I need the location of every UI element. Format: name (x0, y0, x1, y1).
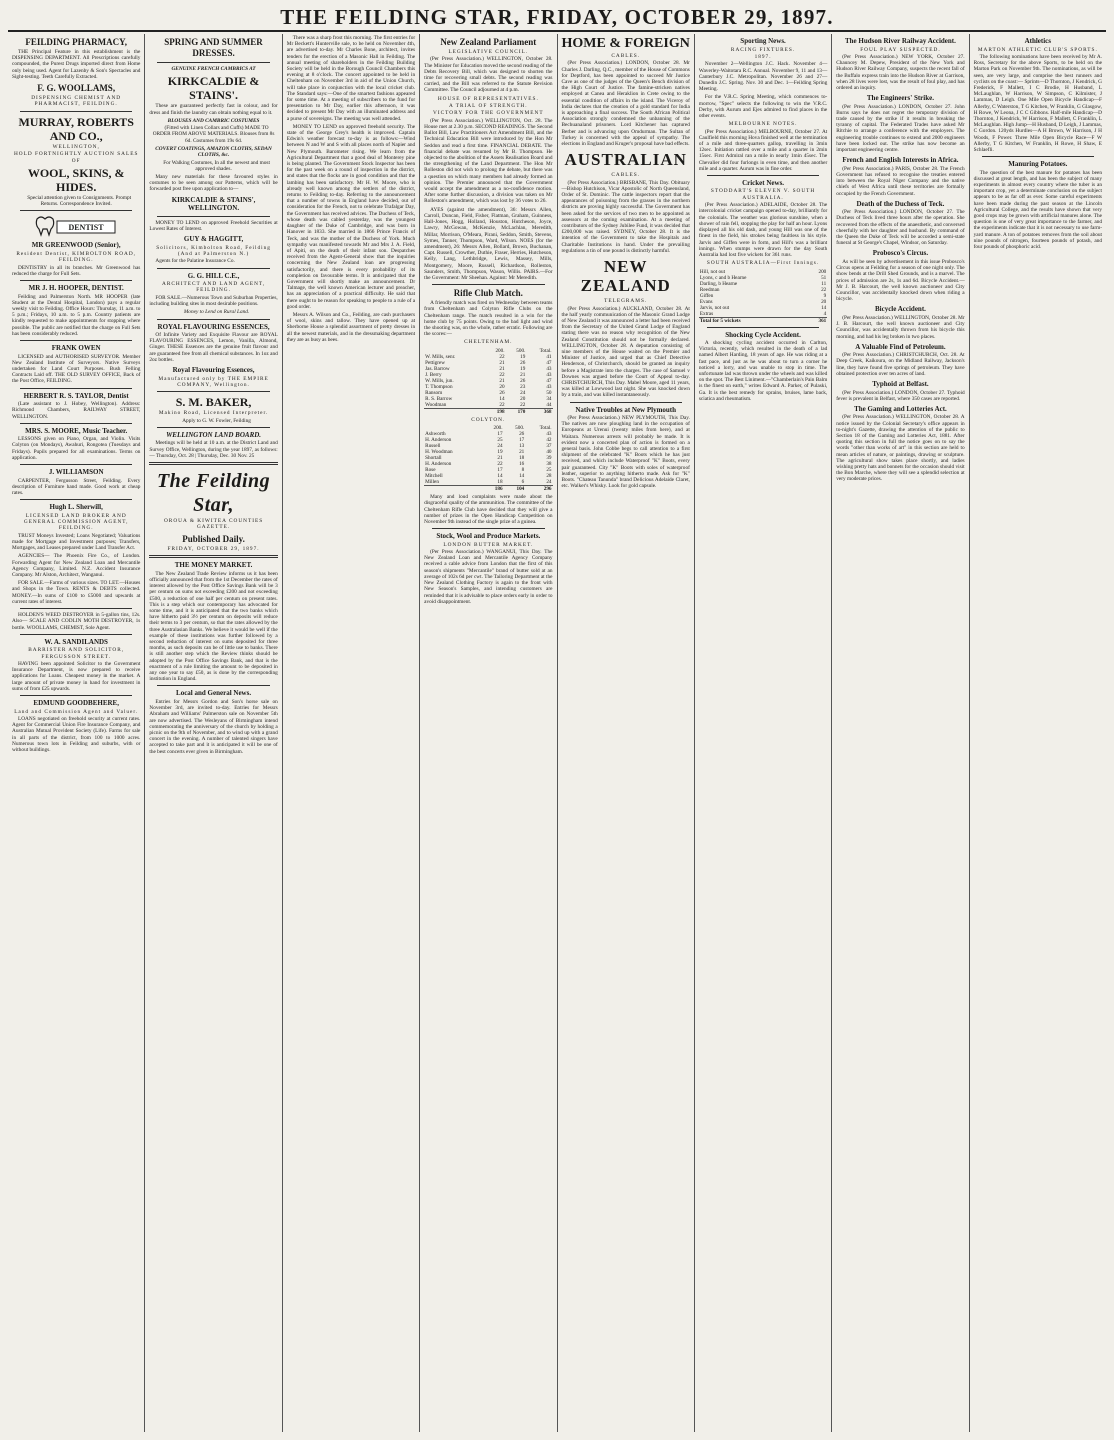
home-foreign-title: HOME & FOREIGN (561, 36, 690, 51)
news-body-1: There was a sharp frost this morning. The first entries for Mr Beckett's Hunterville sale, to be held on November 4th, are advertised to-day. Mr Charles Bone, architect, invites tenders for the erection of a Masonic Hall in Feilding. The annual meeting of shareholders in the Feilding Building Society will be held in the Borough Council Chambers this evening at 8 o'clock. The concert appointed to be held in Cheltenham on November 3rd in aid of the Union Church, will take place in conjunction with the local cricket club. The Standard says:—One of the smartest fashions appeared for some time. At a meeting of subscribers to the fund for presentation to Mr Day, earlier this afternoon, it was decided to present Mr Day with an illuminated address and a purse of sovereigns. The meeting was well attended. (286, 35, 416, 122)
table-cell: 18 (519, 455, 525, 462)
table-cell: W. Mills, jun. (425, 377, 454, 384)
double-rule (149, 555, 277, 558)
haggitt-sub: Solicitors, Kimbolton Road, Feilding (And at Palmerston N.) (156, 244, 271, 257)
stoddart-title: STODDART'S ELEVEN V. SOUTH AUSTRALIA. (710, 188, 816, 201)
murray-goods: WOOL, SKINS, & HIDES. (27, 166, 125, 195)
table-cell: T. Thompson (425, 383, 453, 390)
table-cell: 9 (823, 292, 827, 299)
table-cell: 22 (520, 401, 526, 408)
table-cell: 42 (546, 437, 552, 444)
gillcox-name: G. G. HILL C.E., (187, 271, 240, 280)
table-cell: 8 (521, 467, 525, 474)
table-cell: 18 (497, 479, 503, 486)
news-body-3: Messrs A. Wilson and Co., Feilding, are cash purchasers of wool, skins and tallow. They have opened up at Sherborne House a splendid assortment of pretty dresses in all the newest materials, and in the dressmaking department they are as busy as bees. (286, 311, 416, 343)
divider (570, 402, 682, 403)
divider (157, 62, 269, 63)
fixtures-year: 1897. (754, 53, 772, 60)
table-cell: Jas. Barrow (425, 365, 450, 372)
typhoid-body: (Per Press Association.) LONDON, October 27. Typhoid fever is prevalent in Belfast, where 350 cases are reported. (836, 389, 965, 402)
table-cell: 20 (821, 298, 827, 305)
table-cell: H. Anderson (425, 461, 452, 468)
baker-name: S. M. BAKER, (175, 395, 252, 410)
australian-body: (Per Press Association.) BRISBANE, This Day. Obituary—Bishop Hutchison, Vicar Apostolic of North Queensland, Order of St. Dominic. The cattle inspectors report that the appearances of poisoning from the grasses in the northern districts are proving highly successful. The Government has been asked for the services of two men to be appointed as assessors at the coming examination. At a meeting of contributors of the Sydney Jubilee Fund, it was decided that £200,000 was raised. SYDNEY, October 28. It is the intention of the Government to take the Hospitals and Charitable Institutions in hand. Under the prevailing regulations a tin of one pound is distinctly harmful. (561, 179, 690, 254)
williamson-name: J. WILLIAMSON (48, 468, 104, 477)
fixtures-title: RACING FIXTURES. (730, 46, 796, 53)
engineers-title: The Engineers' Strike. (866, 94, 934, 103)
column-3 (283, 34, 420, 1432)
table-cell (424, 486, 482, 493)
athletics-body: The following nominations have been received by Mr A. Ross, Secretary for the above Sports, to be held on the Marton Park on November 9th. The nominations, as will be seen, are very large, and comprise the best runners and cyclists on the coast:— Sprints—D Thornton, J Kendrick, G Frederick, F Mallett, I C Brodie, H Husband, L McLaughlan, W Harrison, W Simpson, C Kilmister, J Lammas, D Leigh. One Mile Open Bicycle Handicap—F Allerby, C Waterston, T G Kitchen, W Franklin, G Glasgow, H Rowe, W Leona, J C C Gibbons. Half-mile Handicap—D Thornton, J Kendrick, W Harrison, F Mallett, C Franklin, L McLaughlan. High Jump—H Husband, D Leigh, J Lammas, C Gordon. 120yds Hurdles—A H Brown, W Harrison, J H Woods, F Power. Three Mile Open Bicycle Race—F W Allerby, T G Kitchen, W Franklin, H Rowe, H Shaw, E Schlaefli. (973, 53, 1102, 153)
sandilands-name: W. A. SANDILANDS (44, 637, 108, 646)
vrc-body: For the V.R.C. Spring Meeting, which commences to-morrow, "Spec" selects the following to win the V.R.C. Derby, with Aurum and Ejes admired to find places in the other events. (698, 94, 828, 119)
woollams-name: F. G. WOOLLAMS, (37, 83, 116, 94)
table-cell: 17 (519, 437, 525, 444)
baker-body: Apply to G. W. Fowler, Feilding (182, 417, 251, 424)
sporting-title: Sporting News. (740, 37, 786, 45)
table-cell: Ashworth (425, 431, 446, 438)
table-cell: 22 (821, 286, 827, 293)
engineers-body: (Per Press Association.) LONDON, October 27. John Burns says he does not regret the temporary division of trade caused by the strike if it results in breaking the tyranny of capital. The Federated Trades have asked Mr Ritchie to arrange a conference with the employers. The engineering trouble continues to extend and 2000 engineers have been locked out. The strike has now become an important engineering centre. (836, 103, 965, 154)
table-cell: Jarvis, not out (699, 304, 730, 311)
petroleum-body: (Per Press Association.) CHRISTCHURCH, Oct. 28. At Deep Creek, Kaikoura, on the Midland Railway, Jackson's line, they have found five springs of petroleum. They have obtained protection over ten acres of land. (836, 352, 965, 377)
table-cell: 296 (525, 486, 552, 493)
moore-body: LESSONS given on Piano, Organ, and Violin. Visits Colyton (on Mondays), Awahuri, Rongotea (Tuesdays and Fridays). Pupils prepared for all examinations. Terms on application. (12, 436, 141, 461)
table-cell: H. Anderson (425, 437, 452, 444)
owen-body: LICENSED and AUTHORISED SURVEYOR. Member New Zealand Institute of Surveyors. Native Surveys undertaken for Land Court Purposes. Bush Felling Contracts Laid off. THE OLD SURVEY OFFICE, Back of the Post Office, FEILDING. (12, 353, 141, 385)
table-cell: Reedman (699, 286, 720, 293)
table-cell: 25 (546, 467, 552, 474)
williamson-body: CARPENTER, Fergusson Street, Feilding. Every description of Furniture hand made. Good work at cheap rates. (12, 477, 141, 496)
table-cell: Total. (539, 425, 552, 432)
column-6 (695, 34, 832, 1432)
divider (20, 695, 132, 696)
coatings-body: For Walking Costumes, In all the newest and most approved shades. (163, 159, 270, 172)
star-title: The Feilding Star, (156, 470, 271, 517)
divider (432, 284, 544, 285)
gaming-body: (Per Press Association.) WELLINGTON, October 28. A notice issued by the Colonial Secretary's office appears in to-night's Gazette, drawing the attention of the public to Section 18 of the Gaming and Lotteries Act, 1881. After quoting this section in full the notice goes on to say the words "other than works of art" in this section are held to mean articles of nature, or paintings, drawing or sculpture. The agricultural show takes place shortly, and ladies wishing pretty hats and bonnets for the occasion should visit the Bon Marche, where they will see a splendid selection at very moderate prices. (836, 414, 965, 483)
dentist-sign: DENTIST (68, 223, 104, 233)
table-cell: 25 (497, 437, 503, 444)
divider (157, 319, 269, 320)
pharmacy-title: FEILDING PHARMACY, (25, 37, 128, 47)
table-cell: 44 (546, 401, 552, 408)
divider (20, 210, 132, 211)
new-zealand-sub: TELEGRAMS. (604, 298, 648, 305)
table-cell: 14 (821, 304, 827, 311)
divider (157, 216, 269, 217)
essences-body: Of Infinite Variety and Exquisite Flavour are ROYAL FLAVOURING ESSENCES, Lemon, Vanilla, Almond, Ginger. THESE Essences are the genuine fruit flavour and are guaranteed free from all chemical substances. In 1oz and 2oz bottles. (149, 332, 278, 363)
table-total-row (699, 317, 827, 324)
divider (157, 685, 269, 686)
table-cell: 19 (520, 365, 526, 372)
table-cell: 170 (506, 408, 527, 415)
table-cell: Hill, not out (699, 268, 726, 275)
divider (982, 156, 1094, 157)
colyton-title: COLYTON. (471, 416, 506, 423)
table-cell: 198 (485, 408, 506, 415)
greenwood-name: MR GREENWOOD (Senior), (31, 241, 121, 250)
table-cell: W. Mills, senr. (425, 353, 456, 360)
table-cell: Darling, b Hearne (699, 280, 738, 287)
table-cell: 51 (821, 274, 827, 281)
haggitt-name: GUY & HAGGITT, (183, 235, 244, 244)
cheltenham-title: CHELTENHAM. (464, 339, 513, 346)
french-body: (Per Press Association.) PARIS, October 28. The French Government has refused to recognise the treaties entered into between the Royal Niger Company and the native chiefs of West Africa until these territories are formally occupied by the French Government. (836, 165, 965, 197)
table-cell: 24 (520, 389, 526, 396)
division-body: AYES (against the amendment), 36: Messrs Allen, Carroll, Duncan, Field, Fisher, Flatman, Graham, Guinness, Hall-Jones, Hogg, Holland, Houston, Hutcheson, Joyce, Lawry, McGowan, McKenzie, McLachlan, Meredith, Millar, Morrison, O'Meara, Pirani, Seddon, Smith, Stevens, Symes, Tanner, Thompson, Ward, Wilson. NOES (for the amendment), 26: Messrs Allen, Bollard, Brown, Buchanan, Capt. Russell, Crowther, Duthie, Fraser, Herries, Hutcheson, Kelly, Lang, Lethbridge, Lewis, Massey, Mills, Montgomery, Moore, Russell, Richardson, Rolleston, Saunders, Smith, Thompson, Wason, Willis. PAIRS.—For the Government: Mr Sheehan. Against: Mr Meredith. (424, 206, 553, 281)
table-cell: 43 (546, 365, 552, 372)
table-cell: 500. (516, 347, 526, 354)
table-cell: 361 (806, 317, 828, 324)
table-cell: 22 (497, 461, 503, 468)
table-cell: Total for 5 wickets (699, 317, 806, 324)
potatoes-title: Manuring Potatoes. (1008, 160, 1068, 169)
table-cell: 47 (546, 377, 552, 384)
table-cell: Lyons, c and b Hearne (699, 274, 747, 281)
essences-title: ROYAL FLAVOURING ESSENCES, (157, 322, 270, 331)
column-5 (558, 34, 695, 1432)
kirkcaldie-sign: KIRKCALDIE & STAINS', WELLINGTON. (171, 195, 256, 213)
greenwood-sub: Resident Dentist, KIMBOLTON ROAD, FEILDING. (16, 250, 137, 264)
table-cell: H. Woodman (425, 449, 453, 456)
essences-sign: Royal Flavouring Essences, (172, 366, 255, 375)
owen-name: FRANK OWEN (51, 344, 101, 353)
table-cell: 16 (519, 461, 525, 468)
probosco-body: As will be seen by advertisement in this issue Probosco's Circus opens at Feilding for a season of one night only. The show bends at the Drill Shed Grounds, and is a marvel. The prices of admission are 2s, 1s and 6d. Bicycle Accident.—Mr J. B. Harcourt, the well known auctioneer and City Councillor, was accidentally knocked down when riding a bicycle. (836, 258, 965, 303)
column-8 (970, 34, 1106, 1432)
foul-play-title: FOUL PLAY SUSPECTED. (860, 46, 941, 53)
table-total-row (424, 408, 552, 415)
table-cell: Woodman (425, 401, 447, 408)
table-cell: 368 (526, 408, 552, 415)
legislative-council-body: (Per Press Association.) WELLINGTON, October 28. The Minister for Education moved the second reading of the Debts Recovery Bill, which was designed to shorten the time for recovering small debts. The second reading was carried, and the Bill was referred to the Statute Revision Committee. The Council adjourned at 4 p.m. (424, 56, 553, 94)
divider (20, 499, 132, 500)
forsale-body: FOR SALE.—Farms of various sizes. TO LET.—Houses and Shops in the Town. RENTS & DEBTS collected. MONEY.—In sums of £100 to £5000 and upwards at current rates of interest. (12, 580, 141, 605)
kirkcaldie-name: KIRKCALDIE & STAINS'. (167, 74, 260, 103)
athletics-title: Athletics (1024, 37, 1052, 45)
table-cell: R. S. Barrow (425, 395, 453, 402)
moore-name: MRS. S. MOORE, Music Teacher. (25, 426, 128, 435)
column-2 (145, 34, 282, 1432)
hooper-body: Feilding and Palmerston North. MR HOOPER (late Student at the Dental Hospital, London) pays a regular weekly visit to Feilding. Office Hours: Thursday, 11 a.m. to 5 p.m.; Fridays, 10 a.m. to 5 p.m. Country patients are kindly requested to make appointments for stopping where possible. The public are notified that the charge on Full Sets has been considerably reduced. (12, 293, 141, 337)
column-4 (420, 34, 557, 1432)
divider (432, 528, 544, 529)
holden-body: HOLDEN'S WEED DESTROYER in 5-gallon tins, 12s. Also— SCALE AND CODLIN MOTH DESTROYER, 1s bottle. WOOLLAMS, CHEMIST, Sole Agent. (12, 612, 141, 631)
local-news-title: Local and General News. (176, 689, 252, 698)
blouses-title: BLOUSES AND CAMBRIC COSTUMES (167, 117, 260, 124)
baker-sub: Makino Road, Licensed Interpreter. (158, 410, 269, 417)
stoddart-body: (Per Press Association.) ADELAIDE, October 28. The intercolonial cricket campaign opened to-day, brilliantly for the colonials. The weather was glorious sunshine, when a shower of rain fell, stopping the play for half an hour. Lyons displayed all his old dash, and young Hill was one of the finest in the field, his strokes being faultless in his style. Jarvis and Giffen were in form, and Hill's was a brilliant innings. When stumps were drawn for the day South Australia had lost five wickets for 361 runs. (698, 202, 828, 258)
house-title: HOUSE OF REPRESENTATIVES. (437, 95, 539, 102)
sherwill-name: Hugh L. Sherwill, (49, 503, 103, 512)
table-cell: 19 (497, 449, 503, 456)
table-cell: 24 (546, 479, 552, 486)
australian-title: AUSTRALIAN (564, 150, 687, 170)
rifle-body: A friendly match was fired on Wednesday between teams from Cheltenham and Colyton Rifle Clubs on the Cheltenham range. The match resulted in a win for the home club by 75 points. Owing to the bad light and wind the shooting was, on the whole, rather erratic. Following are the scores:— (424, 300, 553, 338)
goodbehere-name: EDMUND GOODBEHERE, (33, 699, 119, 708)
table-cell: 43 (546, 371, 552, 378)
bicycle-title: Bicycle Accident. (874, 305, 926, 314)
divider (707, 327, 819, 328)
lend-body: Money to Lend on Rural Land. (183, 309, 250, 316)
shocking-body: A shocking cycling accident occurred in Carlton, Victoria, recently, which resulted in the death of a lad named Albert Harding, 18 years of age. He was riding at a fast pace, and just as he was about to turn a corner he noticed a lorry, and was unable to stop in time. The unfortunate lad was thrown under the wheels and was killed on the spot. The Best Liniment.—"Chamberlain's Pain Balm is the finest on earth," writes Edward A. Parker, of Pulaski, Ga. It is the best remedy for sprains, bruises, lame back, sciatica and rheumatism. (698, 340, 828, 402)
colyton-score-table (424, 425, 552, 492)
columns (8, 34, 1106, 1432)
taylor-body: (Late assistant to J. Hobey, Wellington). Address: Richmond Chambers, RAILWAY STREET, WELLINGTON. (12, 401, 141, 420)
table-cell: 500. (515, 425, 525, 432)
goodbehere-sub: Land and Commission Agent and Valuer. (14, 708, 139, 715)
divider (157, 427, 269, 428)
divider (20, 608, 132, 609)
trust-body: TRUST Moneys Invested; Loans Negotiated; Valuations made for Mortgage and Investment purposes; Transfers, Mortgages, and Leases prepared under Land Transfer Act. (12, 532, 141, 552)
table-cell: Giffen (699, 292, 714, 299)
typhoid-title: Typhoid at Belfast. (872, 380, 929, 389)
greenwood-body: DENTISTRY in all its branches. Mr Greenwood has reduced the charge for Full Sets. (12, 264, 141, 277)
butter-title: LONDON BUTTER MARKET. (443, 541, 534, 548)
table-cell: 22 (499, 401, 505, 408)
dresses-title: SPRING AND SUMMER DRESSES. (164, 37, 263, 58)
teck-title: Death of the Duchess of Teck. (856, 199, 945, 208)
table-cell: 20 (499, 383, 505, 390)
money-market-title: THE MONEY MARKET. (174, 561, 253, 570)
table-cell: 11 (821, 280, 827, 287)
victory-title: VICTORY FOR THE GOVERNMENT (433, 110, 544, 117)
table-cell: Ransom (425, 389, 443, 396)
table-cell: 200. (495, 347, 505, 354)
table-cell: 34 (546, 395, 552, 402)
divider (20, 111, 132, 112)
news-body-2: MONEY TO LEND on approved freehold security. The state of the George Grey's health is improved. Captain Edwin's weather forecast to-day is as follows:—Wind between N and W and S with all places north of Napier and New Plymouth. Barometer rising. We learn from the Agricultural Department that a good deal of Monterey pine is being planted. The Government Stock Inspector has been for the past week on a round of inspection in the district, and states that the flocks are in good condition and that the lambing has been satisfactory. Mr H. W. Moore, who is already well known among the settlers of the district, returns to Feilding to-day. Referring to the announcement that a number of towns in England have decided, out of consideration for the French, not to celebrate Trafalgar Day, the Government has received advices. The Duchess of Teck, whose death was cabled yesterday, was the youngest daughter of the Duke of Cambridge, and was born in Hanover in 1833. She married in 1866 Prince Francis of Teck, and was the mother of the Duchess of York. Much sympathy was manifested towards Mr and Mrs J. A. Field, of Apiti, on the death of their infant son. Despatches received from the Agent-General show that the inquiries concerning the New Zealand loan are progressing satisfactorily, and there is every probability of its completion on favourable terms. It is anticipated that the Government will shortly make an announcement. Dr Talmage, the well known American lecturer and preacher, has an appreciation of a practical difficulty. He said that there ought to be reason for speaking to people to a rule of a good order. (286, 123, 416, 310)
star-published: Published Daily. (182, 533, 245, 544)
table-cell: Extras (699, 310, 714, 317)
murray-place: WELLINGTON, (52, 143, 100, 150)
table-cell (424, 408, 485, 415)
table-cell: 13 (519, 443, 525, 450)
innings-table (699, 269, 827, 324)
wlb-body: Meetings will be held at 10 a.m. at the District Land and Survey Office, Wellington, during the year 1897, as follows:— Thursday, Oct. 28 | Thursday, Dec. 30 Nov. 25 (149, 440, 278, 459)
divider (20, 340, 132, 341)
table-cell: 14 (519, 473, 525, 480)
home-foreign-body: (Per Press Association.) LONDON, October 28. Mr Charles J. Darling, Q.C., member of the House of Commons for Deptford, has been appointed to succeed Mr Justice Cave as one of the judges of the Queen's Bench division of the High Court of Justice. The famine-stricken natives employed at Canea and Heraklion in Crete owing to the essential condition of affairs in the island. The Viceroy of India declares that the creation of a gold standard for India is approaching a final success. The South African Political Association strongly condemned the unbanning of the Bechuanaland prisoners. Lord Kitchener has captured Berber and is advancing upon Omdurman. The Sultan of Turkey is concerned with the appeal of sympathy. The elections in England and Kruger's proposal have bad effects. (561, 60, 690, 148)
teck-body: (Per Press Association.) LONDON, October 27. The Duchess of Teck lived three hours after the operation. She recovered from the effects of the anaesthetic, and conversed cheerfully with her daughter and husband. By command of the Queen the Duke of Teck will be accorded a semi-state funeral at St George's Chapel, Windsor, on Saturday. (836, 209, 965, 247)
table-cell: 200 (818, 268, 827, 275)
new-zealand-title: NEW ZEALAND (580, 257, 671, 296)
table-cell: 14 (499, 395, 505, 402)
table-cell: 38 (546, 461, 552, 468)
melbourne-title: MELBOURNE NOTES. (728, 121, 798, 128)
australian-sub: CABLES. (611, 172, 640, 179)
table-cell: 43 (546, 431, 552, 438)
house-body: (Per Press Association.) WELLINGTON, Oct. 28. The House met at 2.30 p.m. SECOND READINGS. The Second Ballot Bill, Law Practitioners Act Amendment Bill, and the Technical Education Bill were introduced by the Hon Mr Seddon and read a first time. FINANCIAL DEBATE. The financial debate was resumed by Mr B. Thompson. He objected to the abolition of the Assets Realisation Board and the strengthening of the Land Department. The Hon Mr Rolleston did not wish to prolong the debate, but there was a question on which many members had already formed an opinion. The Premier announced that the Government would accept the amendment as a no-confidence motion. After some further discussion, a division was taken on Mr Rolleston's amendment, which was lost by 36 votes to 26. (424, 117, 553, 205)
table-cell: 22 (499, 371, 505, 378)
marton-title: MARTON ATHLETIC CLUB'S SPORTS. (977, 46, 1098, 53)
rifle-body-2: Many and loud complaints were made about the disgraceful quality of the ammunition. The committee of the Cheltenham Rifle Club have decided that they will give a number of prizes in the Open Handicap Competition on November 9th instead of the single prize of a guinea. (424, 494, 553, 525)
divider (20, 388, 132, 389)
table-cell: Shortall (425, 455, 442, 462)
divider (707, 175, 819, 176)
money-market-body: The New Zealand Trade Review informs us it has been officially announced that from the 1st December the rates of interest allowed by the Post Office Savings Bank will be 3 per centum on sums not exceeding £200 and not exceeding £500, a reduction of one half per centum on present rates. This is a step which our contemporary has advocated for some time, and it is anticipated that the two banks which have hitherto paid 3½ per centum on deposits will reduce their terms to 3 per centum, so that the rates allowed by the three Australasian Banks. We believe it would be well if the example of these institutions was further followed by a second reduction of interest on sums deposited for three months, as such deposits can be of little use to banks. There is still another step which the Review thinks should be adopted by the Post Office Savings Bank, and that is the enactment of a rule limiting the amount to be deposited in any one year to say £50, as is done by the corresponding institution in England. (149, 570, 278, 683)
agencies-body: AGENCIES— The Phoenix Fire Co., of London. Forwarding Agent for New Zealand Loan and Mercantile Agency Company, Limited. N.Z. Accident Insurance Company. Mr Alston, Architect, Wanganui. (12, 553, 141, 579)
double-rule (149, 462, 277, 465)
masthead: THE FEILDING STAR, FRIDAY, OCTOBER 29, 1897. (8, 4, 1106, 32)
murray-name: MURRAY, ROBERTS AND CO., (18, 114, 134, 143)
divider (20, 634, 132, 635)
cambrics-body: These are guaranteed perfectly fast in colour, and for dress and finish the laundry can obtain nothing equal to it. (149, 103, 278, 116)
sandilands-body: HAVING been appointed Solicitor to the Government Insurance Department, is now prepared to receive applications for Loans. Cheapest money in the market. A large amount of private money in hand for investment in sums of from £25 upwards. (12, 661, 141, 692)
bicycle-body: (Per Press Association.) WELLINGTON, October 28. Mr J. B. Harcourt, the well known auctioneer and City Councillor, was accidentally thrown from his bicycle this morning, and had his leg broken in two places. (836, 314, 965, 340)
pharmacy-body: THE Principal Feature in this establishment is the DISPENSING DEPARTMENT. All Prescriptions carefully compounded, the Purest Drugs imported direct from Home only being used. Agent for Lazenby & Son's Spectacles and Sight-testing. Teeth Carefully Extracted. (12, 49, 141, 80)
table-cell: 19 (520, 353, 526, 360)
star-date: FRIDAY, OCTOBER 29, 1897. (167, 545, 260, 552)
new-zealand-body: (Per Press Association.) AUCKLAND, October 28. At the half yearly communication of the Masonic Grand Lodge of New Zealand it was announced a letter had been received from the Secretary of the United Grand Lodge of England stating there was no reason why recognition of the New Zealand Constitution should not be formally declared. WELLINGTON, October 28. A deputation consisting of nine members of the House waited on the Premier and Minister of Justice, and urged that as Chief Detective Henderson, of Christchurch, should be granted an inquiry before a Magistrate into the charges. The case of Samuel v Downes was argued before the Court of Appeal to-day. CHRISTCHURCH, This Day. Mabel Moore, aged 11 years, was killed at Lowwood last night. She was knocked down by a train, and was killed instantaneously. (561, 305, 690, 399)
shocking-title: Shocking Cycle Accident. (725, 330, 801, 339)
table-cell: 39 (546, 455, 552, 462)
table-total-row (424, 486, 552, 493)
divider (20, 280, 132, 281)
dentist-tooth-icon (12, 215, 140, 237)
table-cell: 17 (497, 431, 503, 438)
probosco-title: Probosco's Circus. (872, 249, 929, 258)
table-cell: 20 (520, 395, 526, 402)
goodbehere-body: LOANS negotiated on freehold security at current rates. Agent for Commercial Union Fire Insurance Company, and Australian Mutual Provident Society (Life). Farms for sale in all parts of the district, from 100 to 1000 acres. Numerous town lots in Feilding and suburbs, with or without buildings. (12, 715, 141, 753)
blouses-body: (Fitted with Linen Collars and Cuffs) MADE TO ORDER FROM ABOVE MATERIALS. Blouses from 8s 6d. Costumes from 19s 6d. (152, 125, 275, 144)
patterns-body: Many new materials for these favoured styles in costumes to be seen among our Patterns, which will be forwarded post free upon application to— (149, 174, 278, 193)
legislative-council-title: LEGISLATIVE COUNCIL. (448, 49, 529, 55)
table-cell: 43 (546, 383, 552, 390)
native-body: (Per Press Association.) NEW PLYMOUTH, This Day. The natives are now ploughing land in the occupation of Europeans at Urenui (twenty miles from here), and at Waitara. Numerous arrests will probably be made. It is evident now a concerted plan of action is formed on a general basis. John Cobbe begs to call attention to a first shipment of the celebrated "K" Boots which he has just received, and which include Waterproof "K" Boots, every pair guaranteed. City "K" Boots with soles of waterproof leather, superior to anything hitherto made. Ask for "K" Boots. "Chateau Tanunda" brand Delicious Adelaide Claret, etc. Walker's Whisky. Look for gold capsule. (561, 415, 690, 490)
table-cell: 4 (823, 310, 827, 317)
star-sub: OROUA & KIWITEA COUNTIES GAZETTE. (163, 518, 264, 531)
cambrics-title: GENUINE FRENCH CAMBRICS AT (171, 66, 256, 72)
table-cell: 26 (519, 431, 525, 438)
table-cell: 17 (497, 467, 503, 474)
table-cell: 21 (497, 455, 503, 462)
rifle-title: Rifle Club Match. (453, 288, 523, 299)
trial-title: A TRIAL OF STRENGTH. (449, 103, 528, 110)
sherwill-body: LICENSED LAND BROKER AND GENERAL COMMISSION AGENT, FEILDING. (23, 512, 129, 532)
table-cell: Mitchell (425, 473, 443, 480)
first-innings-title: SOUTH AUSTRALIA—First Innings. (706, 260, 820, 267)
column-7 (832, 34, 969, 1432)
woollams-sub: DISPENSING CHEMIST AND PHARMACIST, FEILDING. (31, 95, 122, 108)
petroleum-title: A Valuable Find of Petroleum. (855, 342, 946, 351)
taylor-name: HERBERT R. S. TAYLOR, Dentist (23, 391, 129, 400)
table-cell: 26 (520, 377, 526, 384)
table-cell: Millen (425, 479, 439, 486)
cricket-title: Cricket News. (742, 178, 785, 187)
local-news-body: Entries for Messrs Gordon and Son's horse sale on November 3rd, are invited to-day. Entries for Messrs Abraham and Williams' Palmerston sale on November 5th are now advertised. The Wesleyans of Birmingham intend commemorating the anniversary of the church by holding a picnic on the 9th of November, and to wind up with a grand concert in the evening. A number of talented singers have accepted to take part and it is anticipated it will be one of the best concerts ever given in Birmingham. (149, 698, 278, 755)
table-cell: 40 (546, 449, 552, 456)
table-cell: 23 (520, 383, 526, 390)
table-cell: 41 (546, 353, 552, 360)
table-cell: 24 (497, 443, 503, 450)
table-cell: 26 (520, 359, 526, 366)
home-foreign-sub: CABLES. (611, 53, 640, 59)
table-cell: J. Berry (425, 371, 442, 378)
table-cell: 21 (499, 359, 505, 366)
table-cell: 21 (499, 377, 505, 384)
native-title: Native Troubles at New Plymouth (575, 405, 677, 414)
melbourne-body: (Per Press Association.) MELBOURNE, October 27. At Caulfield this morning Hova finished well at the termination of a mile and three-quarters gallop, travelling in 3min 12sec. Initiation rattled over a mile and a quarter in 2min 15sec. First Admiral ran a mile in nearly 1min 45sec. The Chevalier did four furlongs in even time, and then another mile and a quarter. Aurum was in fine order. (698, 128, 828, 172)
table-cell: 21 (519, 449, 525, 456)
hooper-name: MR J. H. HOOPER, DENTIST. (28, 284, 124, 293)
table-cell: Evans (699, 298, 713, 305)
gaming-title: The Gaming and Lotteries Act. (854, 404, 947, 413)
table-cell: Total. (539, 347, 552, 354)
divider (157, 268, 269, 269)
murray-body: Special attention given to Consignments. Prompt Returns. Correspondence Invited. (27, 195, 132, 208)
hudson-body: (Per Press Association.) NEW YORK, October 27. Chauncey M. Depew, President of the New York and Hudson River Railway Company, suspects the recent fall of the Buffalo express train into the Hudson River at Garrison, when 28 lives were lost, was the result of foul play, and has ordered an inquiry. (836, 53, 965, 91)
hudson-title: The Hudson River Railway Accident. (844, 37, 956, 45)
gillcox-forsale: FOR SALE.—Numerous Town and Suburban Properties, including building sites in most desirable positions. (149, 294, 278, 308)
table-cell: 26 (499, 389, 505, 396)
table-cell: 14 (497, 473, 503, 480)
table-cell: 6 (521, 479, 525, 486)
table-cell: Rose (425, 467, 436, 474)
cheltenham-score-table (424, 348, 552, 415)
table-cell: 47 (546, 359, 552, 366)
table-cell: Russell (425, 443, 441, 450)
table-cell: 104 (504, 486, 526, 493)
newspaper-page (8, 4, 1106, 1432)
fixtures-body: November 2—Wellington J.C. Hack. November 4—Waverley-Waitotara R.C. Annual. November 9, 11 and 13—Canterbury J.C. Metropolitan. November 26 and 27—Dunedin J.C. Spring. Nov. 30 and Dec. 1—Feilding Spring Meeting. (698, 61, 828, 93)
table-cell: 200. (493, 425, 503, 432)
table-cell: Pettigrew (425, 359, 446, 366)
table-cell: 37 (546, 443, 552, 450)
divider (157, 391, 269, 392)
sandilands-sub: BARRISTER AND SOLICITOR, FERGUSSON STREET. (28, 647, 125, 660)
table-cell: 22 (499, 353, 505, 360)
table-cell: 21 (520, 371, 526, 378)
table-cell: 186 (482, 486, 504, 493)
french-title: French and English Interests in Africa. (842, 156, 959, 165)
divider (20, 423, 132, 424)
empire-sub: Manufactured only by THE EMPIRE COMPANY, Wellington. (158, 375, 269, 388)
table-cell: 28 (546, 473, 552, 480)
potatoes-body: The question of the best manure for potatoes has been discussed at great length, and has been the subject of many experiments in almost every country where the tuber is an important crop, yet a determinate conclusion on the subject appears to be as far off as ever. Some careful experiments have been made during the past season at the Lincoln Agricultural College, and the results have shown that very good crops may be grown with artificial manures alone. The question is one of very great importance to the farmer, and the experiments indicate that it is not necessary to use farm-yard manure. A ton of potatoes removes from the soil about nine pounds of nitrogen, fourteen pounds of potash, and four pounds of phosphoric acid. (973, 169, 1102, 251)
table-cell: 50 (546, 389, 552, 396)
parliament-title: New Zealand Parliament (440, 37, 537, 47)
wlb-title: WELLINGTON LAND BOARD. (166, 430, 262, 439)
gillcox-sub: ARCHITECT AND LAND AGENT, FEILDING. (162, 281, 266, 294)
coatings-title: COVERT COATINGS, AMAZON CLOTHS, SEDAN CLOTHS, &c. (155, 145, 272, 159)
table-cell: 21 (499, 365, 505, 372)
column-1 (8, 34, 145, 1432)
money-body: MONEY TO LEND on approved Freehold Securities at Lowest Rates of Interest. (149, 219, 278, 232)
murray-hold: HOLD FORTNIGHTLY AUCTION SALES OF (13, 151, 139, 164)
stock-body: (Per Press Association.) WANGANUI, This Day. The New Zealand Loan and Mercantile Agency Company received a cable advice from London that the first of this season's shipments "Mercantile" brand of butter sold at an average of 102s 6d per cwt. The Tailoring Department at the New Zealand Clothing Factory is again to the front with New Season's Samples, and intending customers are reminded that it is advisable to place orders early in order to avoid disappointment. (424, 549, 553, 605)
stock-title: Stock, Wool and Produce Markets. (436, 532, 541, 541)
palatine-body: Agents for the Palatine Insurance Co. (155, 258, 235, 265)
divider (20, 464, 132, 465)
